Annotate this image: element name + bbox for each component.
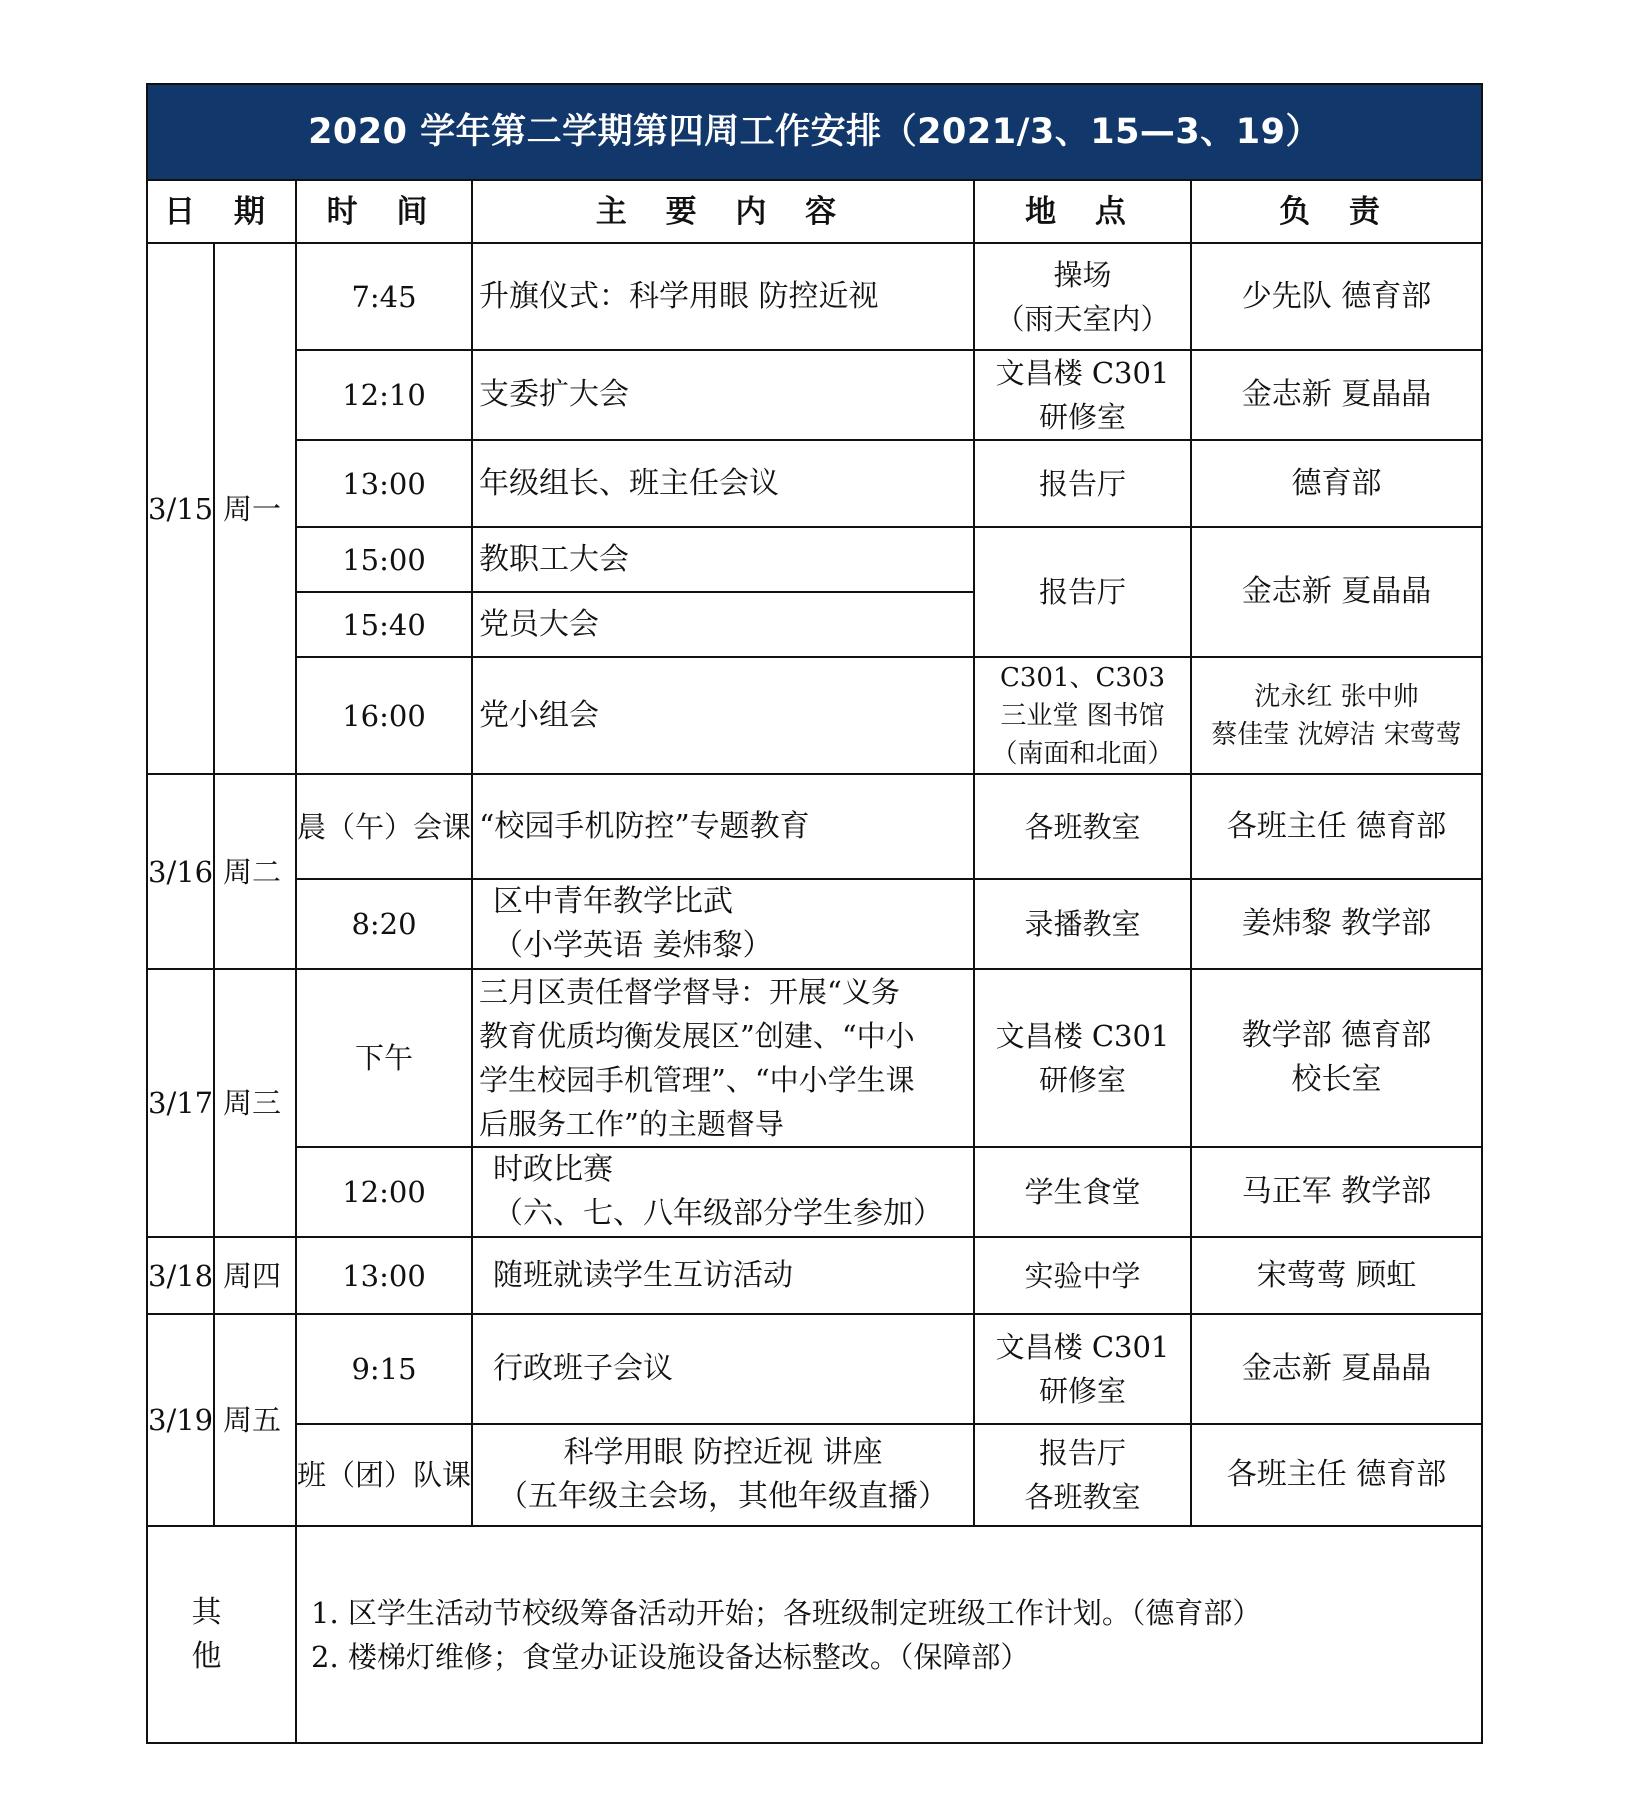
weekday-cell: 周三 [214,969,296,1237]
table-row [147,1314,1482,1424]
place-cell: 学生食堂 [974,1147,1191,1237]
time-cell: 15:40 [296,592,472,657]
other-row [147,1526,1482,1743]
time-cell: 16:00 [296,657,472,774]
note-item: 1. 区学生活动节校级筹备活动开始；各班级制定班级工作计划。（德育部） [311,1595,1262,1630]
place-cell: 文昌楼 C301 研修室 [974,969,1191,1147]
resp-cell: 德育部 [1191,440,1482,527]
place-cell: 文昌楼 C301 研修室 [974,1314,1191,1424]
header-time: 时 间 [296,180,472,243]
place-cell: 实验中学 [974,1237,1191,1314]
place-cell: 各班教室 [974,774,1191,879]
note-item: 2. 楼梯灯维修；食堂办证设施设备达标整改。（保障部） [311,1639,1030,1674]
date-cell: 3/17 [147,969,214,1237]
place-cell: 报告厅 各班教室 [974,1424,1191,1526]
content-cell: 教职工大会 [472,527,974,592]
weekday-cell: 周二 [214,774,296,969]
resp-cell: 金志新 夏晶晶 [1191,527,1482,657]
header-content: 主 要 内 容 [472,180,974,243]
place-cell: 报告厅 [974,440,1191,527]
content-cell: 随班就读学生互访活动 [472,1237,974,1314]
page-title: 2020 学年第二学期第四周工作安排（2021/3、15—3、19） [147,84,1482,180]
content-cell: 区中青年教学比武 （小学英语 姜炜黎） [472,879,974,969]
time-cell: 13:00 [296,440,472,527]
place-cell: C301、C303 三业堂 图书馆 （南面和北面） [974,657,1191,774]
resp-cell: 少先队 德育部 [1191,243,1482,350]
date-cell: 3/19 [147,1314,214,1526]
time-cell: 7:45 [296,243,472,350]
other-label: 其 他 [147,1526,296,1743]
header-resp: 负 责 [1191,180,1482,243]
content-cell: 年级组长、班主任会议 [472,440,974,527]
time-cell: 班（团）队课 [296,1424,472,1526]
resp-cell: 教学部 德育部 校长室 [1191,969,1482,1147]
table-row [147,350,1482,440]
other-notes [296,1526,1482,1743]
table-row [147,440,1482,527]
time-cell: 12:10 [296,350,472,440]
content-cell: 时政比赛 （六、七、八年级部分学生参加） [472,1147,974,1237]
time-cell: 晨（午）会课 [296,774,472,879]
resp-cell: 金志新 夏晶晶 [1191,350,1482,440]
resp-cell: 沈永红 张中帅 蔡佳莹 沈婷洁 宋莺莺 [1191,657,1482,774]
time-cell: 15:00 [296,527,472,592]
resp-cell: 宋莺莺 顾虹 [1191,1237,1482,1314]
weekday-cell: 周一 [214,243,296,774]
resp-cell: 姜炜黎 教学部 [1191,879,1482,969]
content-cell: 升旗仪式：科学用眼 防控近视 [472,243,974,350]
weekly-schedule-table [146,83,1483,1744]
date-cell: 3/16 [147,774,214,969]
content-cell: 行政班子会议 [472,1314,974,1424]
content-cell: 党小组会 [472,657,974,774]
place-cell: 录播教室 [974,879,1191,969]
place-cell: 报告厅 [974,527,1191,657]
resp-cell: 各班主任 德育部 [1191,774,1482,879]
resp-cell: 金志新 夏晶晶 [1191,1314,1482,1424]
place-cell: 文昌楼 C301 研修室 [974,350,1191,440]
table-row [147,1237,1482,1314]
content-cell: 党员大会 [472,592,974,657]
time-cell: 9:15 [296,1314,472,1424]
time-cell: 下午 [296,969,472,1147]
time-cell: 8:20 [296,879,472,969]
header-place: 地 点 [974,180,1191,243]
content-cell: 三月区责任督学督导：开展“义务 教育优质均衡发展区”创建、“中小 学生校园手机管理”、“中小学生课 后服务工作”的主题督导 [472,969,974,1147]
table-row [147,1424,1482,1526]
place-cell: 操场 （雨天室内） [974,243,1191,350]
time-cell: 12:00 [296,1147,472,1237]
table-row [147,969,1482,1147]
weekday-cell: 周五 [214,1314,296,1526]
table-row [147,879,1482,969]
table-row [147,1147,1482,1237]
date-cell: 3/15 [147,243,214,774]
content-cell: “校园手机防控”专题教育 [472,774,974,879]
date-cell: 3/18 [147,1237,214,1314]
table-row [147,774,1482,879]
content-cell: 支委扩大会 [472,350,974,440]
resp-cell: 各班主任 德育部 [1191,1424,1482,1526]
weekday-cell: 周四 [214,1237,296,1314]
time-cell: 13:00 [296,1237,472,1314]
table-row [147,527,1482,592]
resp-cell: 马正军 教学部 [1191,1147,1482,1237]
header-date: 日 期 [147,180,296,243]
table-row [147,243,1482,350]
content-cell: 科学用眼 防控近视 讲座 （五年级主会场，其他年级直播） [472,1424,974,1526]
table-row [147,657,1482,774]
